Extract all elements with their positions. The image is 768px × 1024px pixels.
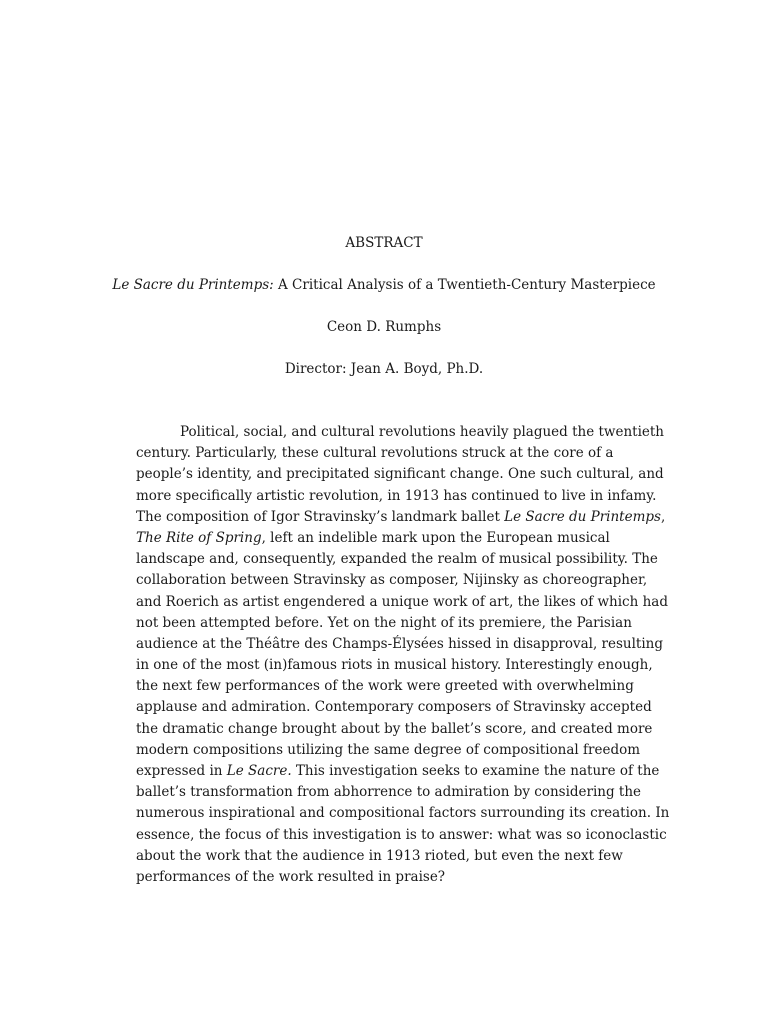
abstract-line <box>136 613 656 634</box>
abstract-line <box>136 676 656 697</box>
abstract-text: landscape and, consequently, expanded the realm of musical possibility. The <box>136 551 658 568</box>
abstract-line <box>136 867 656 888</box>
abstract-italic-text: The Rite of Spring <box>136 529 262 546</box>
abstract-text: collaboration between Stravinsky as composer, Nijinsky as choreographer, <box>136 572 648 589</box>
abstract-line <box>136 740 656 761</box>
abstract-text: Political, social, and cultural revolutions heavily plagued the twentieth <box>180 424 665 440</box>
abstract-line <box>136 782 656 803</box>
abstract-text: The composition of Igor Stravinsky’s landmark ballet <box>136 508 505 525</box>
abstract-line <box>136 464 664 485</box>
abstract-text: This investigation seeks to examine the nature of the <box>291 763 660 779</box>
abstract-text: ballet’s transformation from abhorrence to admiration by considering the <box>136 784 642 801</box>
abstract-text: century. Particularly, these cultural revolutions struck at the core of a <box>136 445 614 462</box>
abstract-text: more specifically artistic revolution, in 1913 has continued to live in infamy. <box>136 487 657 504</box>
abstract-text: not been attempted before. Yet on the night of its premiere, the Parisian <box>136 614 632 631</box>
abstract-line <box>136 825 667 846</box>
abstract-text: , <box>660 508 666 525</box>
abstract-text: audience at the Théâtre des Champs-Élysées hissed in disapproval, resulting <box>136 635 664 652</box>
abstract-text: people’s identity, and precipitated significant change. One such cultural, and <box>136 466 664 483</box>
abstract-text: numerous inspirational and compositional factors surrounding its creation. In <box>136 805 670 822</box>
abstract-text: modern compositions utilizing the same degree of compositional freedom <box>136 741 641 758</box>
director-line: Director: Jean A. Boyd, Ph.D. <box>284 361 484 377</box>
thesis-title <box>0 276 768 294</box>
abstract-text: the dramatic change brought about by the ballet’s score, and created more <box>136 720 653 737</box>
abstract-line <box>136 528 656 549</box>
abstract-italic-text: Le Sacre. <box>226 763 292 779</box>
abstract-paragraph <box>136 422 670 888</box>
abstract-text: performances of the work resulted in praise? <box>136 868 446 885</box>
abstract-text: applause and admiration. Contemporary composers of Stravinsky accepted <box>136 699 652 716</box>
abstract-line <box>136 655 656 676</box>
abstract-line <box>136 592 668 613</box>
thesis-title-rest: A Critical Analysis of a Twentieth-Century Masterpiece <box>273 277 656 293</box>
abstract-text: , left an indelible mark upon the European musical <box>261 529 610 546</box>
abstract-italic-text: Le Sacre du Printemps <box>504 508 661 525</box>
abstract-line <box>136 549 656 570</box>
abstract-line <box>136 634 664 655</box>
author-name: Ceon D. Rumphs <box>326 319 442 335</box>
abstract-text: the next few performances of the work were greeted with overwhelming <box>136 678 634 695</box>
abstract-line <box>136 803 670 824</box>
abstract-line <box>136 761 660 782</box>
abstract-line <box>136 486 656 507</box>
abstract-line <box>136 719 656 740</box>
abstract-line <box>136 697 656 718</box>
abstract-text: and Roerich as artist engendered a unique work of art, the likes of which had <box>136 593 668 610</box>
abstract-heading: ABSTRACT <box>345 235 423 251</box>
abstract-line <box>136 846 656 867</box>
abstract-text: expressed in <box>136 763 227 779</box>
abstract-line <box>136 443 656 464</box>
abstract-text: about the work that the audience in 1913 rioted, but even the next few <box>136 847 623 864</box>
thesis-title-italic: Le Sacre du Printemps: <box>112 277 274 293</box>
abstract-line <box>136 422 665 443</box>
abstract-line <box>136 570 656 591</box>
abstract-text: in one of the most (in)famous riots in musical history. Interestingly enough, <box>136 657 653 674</box>
abstract-text: essence, the focus of this investigation is to answer: what was so iconoclastic <box>136 826 667 843</box>
abstract-line <box>136 507 666 528</box>
